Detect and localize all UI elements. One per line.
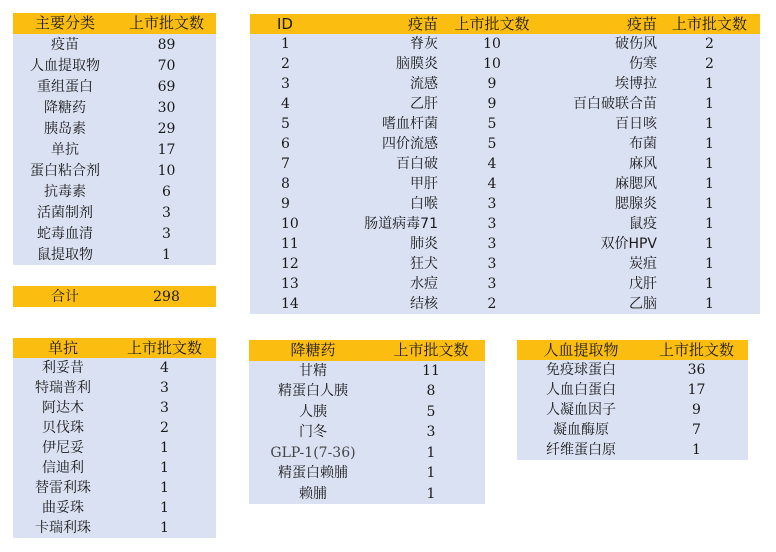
table-cell: 9 bbox=[442, 74, 542, 94]
table-row bbox=[250, 294, 760, 314]
table-row bbox=[250, 234, 760, 254]
table-cell: 5 bbox=[250, 114, 300, 134]
table-cell: 1 bbox=[659, 134, 760, 154]
table-cell: 胰岛素 bbox=[13, 118, 117, 139]
table-cell: 免疫球蛋白 bbox=[517, 360, 645, 380]
table-row bbox=[250, 254, 760, 274]
table-cell: 17 bbox=[117, 139, 216, 160]
column-header: 上市批文数 bbox=[377, 340, 485, 361]
table-row bbox=[250, 174, 760, 194]
total-value: 298 bbox=[117, 286, 216, 307]
table-cell: 4 bbox=[113, 358, 216, 378]
table-cell: 白喉 bbox=[300, 194, 442, 214]
table-cell: 赖脯 bbox=[249, 484, 377, 505]
table-cell: 嗜血杆菌 bbox=[300, 114, 442, 134]
table-cell: 脑膜炎 bbox=[300, 54, 442, 74]
table-cell: 1 bbox=[659, 194, 760, 214]
table-row bbox=[13, 244, 216, 265]
column-header: 上市批文数 bbox=[645, 340, 748, 360]
table-row bbox=[517, 360, 748, 380]
table-row bbox=[13, 418, 216, 438]
table-cell: 14 bbox=[250, 294, 300, 314]
header-row bbox=[13, 338, 216, 358]
table-cell: 甘精 bbox=[249, 361, 377, 382]
table-row bbox=[13, 438, 216, 458]
table-row bbox=[250, 134, 760, 154]
table-cell: 疫苗 bbox=[13, 34, 117, 55]
table-cell: 13 bbox=[250, 274, 300, 294]
table-cell: 埃博拉 bbox=[542, 74, 659, 94]
table-cell: 1 bbox=[113, 518, 216, 538]
table-cell: 3 bbox=[442, 234, 542, 254]
table-cell: 麻腮风 bbox=[542, 174, 659, 194]
table-cell: 1 bbox=[659, 154, 760, 174]
table-cell: 蛋白粘合剂 bbox=[13, 160, 117, 181]
table-cell: 10 bbox=[117, 160, 216, 181]
table-cell: 2 bbox=[442, 294, 542, 314]
table-cell: 肺炎 bbox=[300, 234, 442, 254]
column-header: 疫苗 bbox=[542, 14, 659, 34]
table-row bbox=[13, 181, 216, 202]
table-row bbox=[13, 97, 216, 118]
table-cell: 4 bbox=[442, 174, 542, 194]
table-cell: 1 bbox=[113, 478, 216, 498]
table-cell: 1 bbox=[659, 234, 760, 254]
table-cell: 6 bbox=[250, 134, 300, 154]
table-cell: 10 bbox=[250, 214, 300, 234]
table-cell: 3 bbox=[442, 254, 542, 274]
table-cell: 8 bbox=[250, 174, 300, 194]
blood-table bbox=[517, 340, 748, 460]
table-cell: 纤维蛋白原 bbox=[517, 440, 645, 460]
table-cell: 11 bbox=[250, 234, 300, 254]
table-row bbox=[250, 274, 760, 294]
table-row bbox=[13, 223, 216, 244]
table-cell: 1 bbox=[645, 440, 748, 460]
table-row bbox=[13, 118, 216, 139]
table-cell: 30 bbox=[117, 97, 216, 118]
table-cell: 9 bbox=[645, 400, 748, 420]
table-row bbox=[249, 443, 485, 464]
table-cell: 活菌制剂 bbox=[13, 202, 117, 223]
header-row bbox=[517, 340, 748, 360]
table-row bbox=[13, 358, 216, 378]
table-cell: 3 bbox=[117, 202, 216, 223]
table-cell: 10 bbox=[442, 34, 542, 54]
table-cell: 4 bbox=[442, 154, 542, 174]
column-header: 上市批文数 bbox=[117, 13, 216, 34]
table-row bbox=[13, 498, 216, 518]
table-cell: 3 bbox=[113, 398, 216, 418]
table-cell: 6 bbox=[117, 181, 216, 202]
column-header: 疫苗 bbox=[300, 14, 442, 34]
table-cell: 凝血酶原 bbox=[517, 420, 645, 440]
table-cell: 流感 bbox=[300, 74, 442, 94]
table-cell: 乙肝 bbox=[300, 94, 442, 114]
table-row bbox=[250, 214, 760, 234]
table-cell: 70 bbox=[117, 55, 216, 76]
table-cell: 8 bbox=[377, 381, 485, 402]
table-cell: 1 bbox=[659, 174, 760, 194]
table-cell: 替雷利珠 bbox=[13, 478, 113, 498]
table-row bbox=[250, 154, 760, 174]
column-header: 上市批文数 bbox=[659, 14, 760, 34]
table-cell: 4 bbox=[250, 94, 300, 114]
column-header: 人血提取物 bbox=[517, 340, 645, 360]
table-cell: 甲肝 bbox=[300, 174, 442, 194]
table-cell: 精蛋白人胰 bbox=[249, 381, 377, 402]
table-cell: 百白破联合苗 bbox=[542, 94, 659, 114]
header-row bbox=[249, 340, 485, 361]
header-row bbox=[250, 14, 760, 34]
table-cell: 3 bbox=[442, 194, 542, 214]
table-cell: 12 bbox=[250, 254, 300, 274]
table-cell: 人血提取物 bbox=[13, 55, 117, 76]
table-cell: 人凝血因子 bbox=[517, 400, 645, 420]
table-cell: 7 bbox=[250, 154, 300, 174]
table-cell: 3 bbox=[442, 214, 542, 234]
table-cell: 3 bbox=[113, 378, 216, 398]
main-category-table bbox=[13, 13, 216, 307]
table-cell: 5 bbox=[442, 114, 542, 134]
table-row bbox=[13, 202, 216, 223]
table-row bbox=[249, 484, 485, 505]
table-cell: 69 bbox=[117, 76, 216, 97]
table-cell: 9 bbox=[442, 94, 542, 114]
table-row bbox=[517, 440, 748, 460]
table-cell: 破伤风 bbox=[542, 34, 659, 54]
table-cell: 伤寒 bbox=[542, 54, 659, 74]
table-cell: 5 bbox=[442, 134, 542, 154]
table-row bbox=[13, 398, 216, 418]
table-cell: 四价流感 bbox=[300, 134, 442, 154]
table-row bbox=[13, 478, 216, 498]
table-row bbox=[13, 76, 216, 97]
column-header: 上市批文数 bbox=[442, 14, 542, 34]
table-cell: 卡瑞利珠 bbox=[13, 518, 113, 538]
header-row bbox=[13, 13, 216, 34]
antibody-table bbox=[13, 338, 216, 538]
table-cell: 1 bbox=[659, 214, 760, 234]
total-label: 合计 bbox=[13, 286, 117, 307]
table-cell: 1 bbox=[250, 34, 300, 54]
table-cell: 伊尼妥 bbox=[13, 438, 113, 458]
table-cell: 炭疽 bbox=[542, 254, 659, 274]
table-cell: 1 bbox=[659, 74, 760, 94]
blank-row bbox=[13, 265, 216, 286]
table-cell: 人血白蛋白 bbox=[517, 380, 645, 400]
table-cell: 3 bbox=[442, 274, 542, 294]
vaccine-table bbox=[250, 14, 760, 314]
table-cell: 鼠提取物 bbox=[13, 244, 117, 265]
table-cell: 2 bbox=[250, 54, 300, 74]
table-row bbox=[250, 94, 760, 114]
total-row bbox=[13, 286, 216, 307]
column-header: 降糖药 bbox=[249, 340, 377, 361]
table-cell: 信迪利 bbox=[13, 458, 113, 478]
table-cell: 结核 bbox=[300, 294, 442, 314]
table-cell: 降糖药 bbox=[13, 97, 117, 118]
table-cell: 水痘 bbox=[300, 274, 442, 294]
table-cell: 贝伐珠 bbox=[13, 418, 113, 438]
table-cell: 麻风 bbox=[542, 154, 659, 174]
table-cell: 2 bbox=[659, 34, 760, 54]
table-row bbox=[517, 400, 748, 420]
table-cell: 9 bbox=[250, 194, 300, 214]
table-cell: 双价HPV bbox=[542, 234, 659, 254]
column-header: 上市批文数 bbox=[113, 338, 216, 358]
table-cell: 1 bbox=[659, 274, 760, 294]
column-header: 单抗 bbox=[13, 338, 113, 358]
table-cell: 2 bbox=[113, 418, 216, 438]
table-cell: 11 bbox=[377, 361, 485, 382]
table-cell: 门冬 bbox=[249, 422, 377, 443]
table-cell: 17 bbox=[645, 380, 748, 400]
table-row bbox=[249, 402, 485, 423]
table-row bbox=[250, 54, 760, 74]
table-cell: 狂犬 bbox=[300, 254, 442, 274]
table-row bbox=[517, 420, 748, 440]
column-header: 主要分类 bbox=[13, 13, 117, 34]
table-cell: 脊灰 bbox=[300, 34, 442, 54]
table-cell: 乙脑 bbox=[542, 294, 659, 314]
table-cell: 1 bbox=[659, 114, 760, 134]
table-cell: 1 bbox=[659, 254, 760, 274]
table-cell: 阿达木 bbox=[13, 398, 113, 418]
table-row bbox=[249, 463, 485, 484]
table-row bbox=[249, 381, 485, 402]
table-cell: 5 bbox=[377, 402, 485, 423]
table-row bbox=[517, 380, 748, 400]
table-cell: 蛇毒血清 bbox=[13, 223, 117, 244]
table-row bbox=[13, 458, 216, 478]
table-row bbox=[13, 34, 216, 55]
table-row bbox=[13, 160, 216, 181]
table-cell: 7 bbox=[645, 420, 748, 440]
table-cell: 抗毒素 bbox=[13, 181, 117, 202]
table-row bbox=[13, 518, 216, 538]
column-header: ID bbox=[250, 14, 300, 34]
table-cell: 重组蛋白 bbox=[13, 76, 117, 97]
table-cell: 3 bbox=[117, 223, 216, 244]
table-cell: 29 bbox=[117, 118, 216, 139]
table-row bbox=[13, 139, 216, 160]
table-cell: GLP-1(7-36) bbox=[249, 443, 377, 464]
table-cell: 单抗 bbox=[13, 139, 117, 160]
table-cell: 精蛋白赖脯 bbox=[249, 463, 377, 484]
table-cell: 2 bbox=[659, 54, 760, 74]
diabetes-table bbox=[249, 340, 485, 504]
table-cell: 百白破 bbox=[300, 154, 442, 174]
table-row bbox=[250, 114, 760, 134]
table-cell: 百日咳 bbox=[542, 114, 659, 134]
table-cell: 3 bbox=[377, 422, 485, 443]
table-cell: 1 bbox=[377, 484, 485, 505]
table-cell: 1 bbox=[113, 438, 216, 458]
table-cell: 10 bbox=[442, 54, 542, 74]
table-row bbox=[250, 194, 760, 214]
table-row bbox=[250, 74, 760, 94]
table-row bbox=[13, 378, 216, 398]
blank-cell bbox=[13, 265, 117, 286]
table-cell: 1 bbox=[113, 458, 216, 478]
table-cell: 鼠疫 bbox=[542, 214, 659, 234]
table-cell: 1 bbox=[113, 498, 216, 518]
table-row bbox=[249, 361, 485, 382]
table-cell: 利妥昔 bbox=[13, 358, 113, 378]
table-cell: 1 bbox=[659, 94, 760, 114]
table-cell: 1 bbox=[659, 294, 760, 314]
table-cell: 89 bbox=[117, 34, 216, 55]
table-cell: 3 bbox=[250, 74, 300, 94]
table-cell: 36 bbox=[645, 360, 748, 380]
table-cell: 1 bbox=[117, 244, 216, 265]
table-row bbox=[250, 34, 760, 54]
table-cell: 戊肝 bbox=[542, 274, 659, 294]
table-cell: 肠道病毒71 bbox=[300, 214, 442, 234]
table-cell: 人胰 bbox=[249, 402, 377, 423]
table-cell: 1 bbox=[377, 463, 485, 484]
blank-cell bbox=[117, 265, 216, 286]
table-cell: 1 bbox=[377, 443, 485, 464]
table-cell: 布菌 bbox=[542, 134, 659, 154]
table-row bbox=[249, 422, 485, 443]
table-cell: 腮腺炎 bbox=[542, 194, 659, 214]
table-cell: 特瑞普利 bbox=[13, 378, 113, 398]
table-row bbox=[13, 55, 216, 76]
table-cell: 曲妥珠 bbox=[13, 498, 113, 518]
